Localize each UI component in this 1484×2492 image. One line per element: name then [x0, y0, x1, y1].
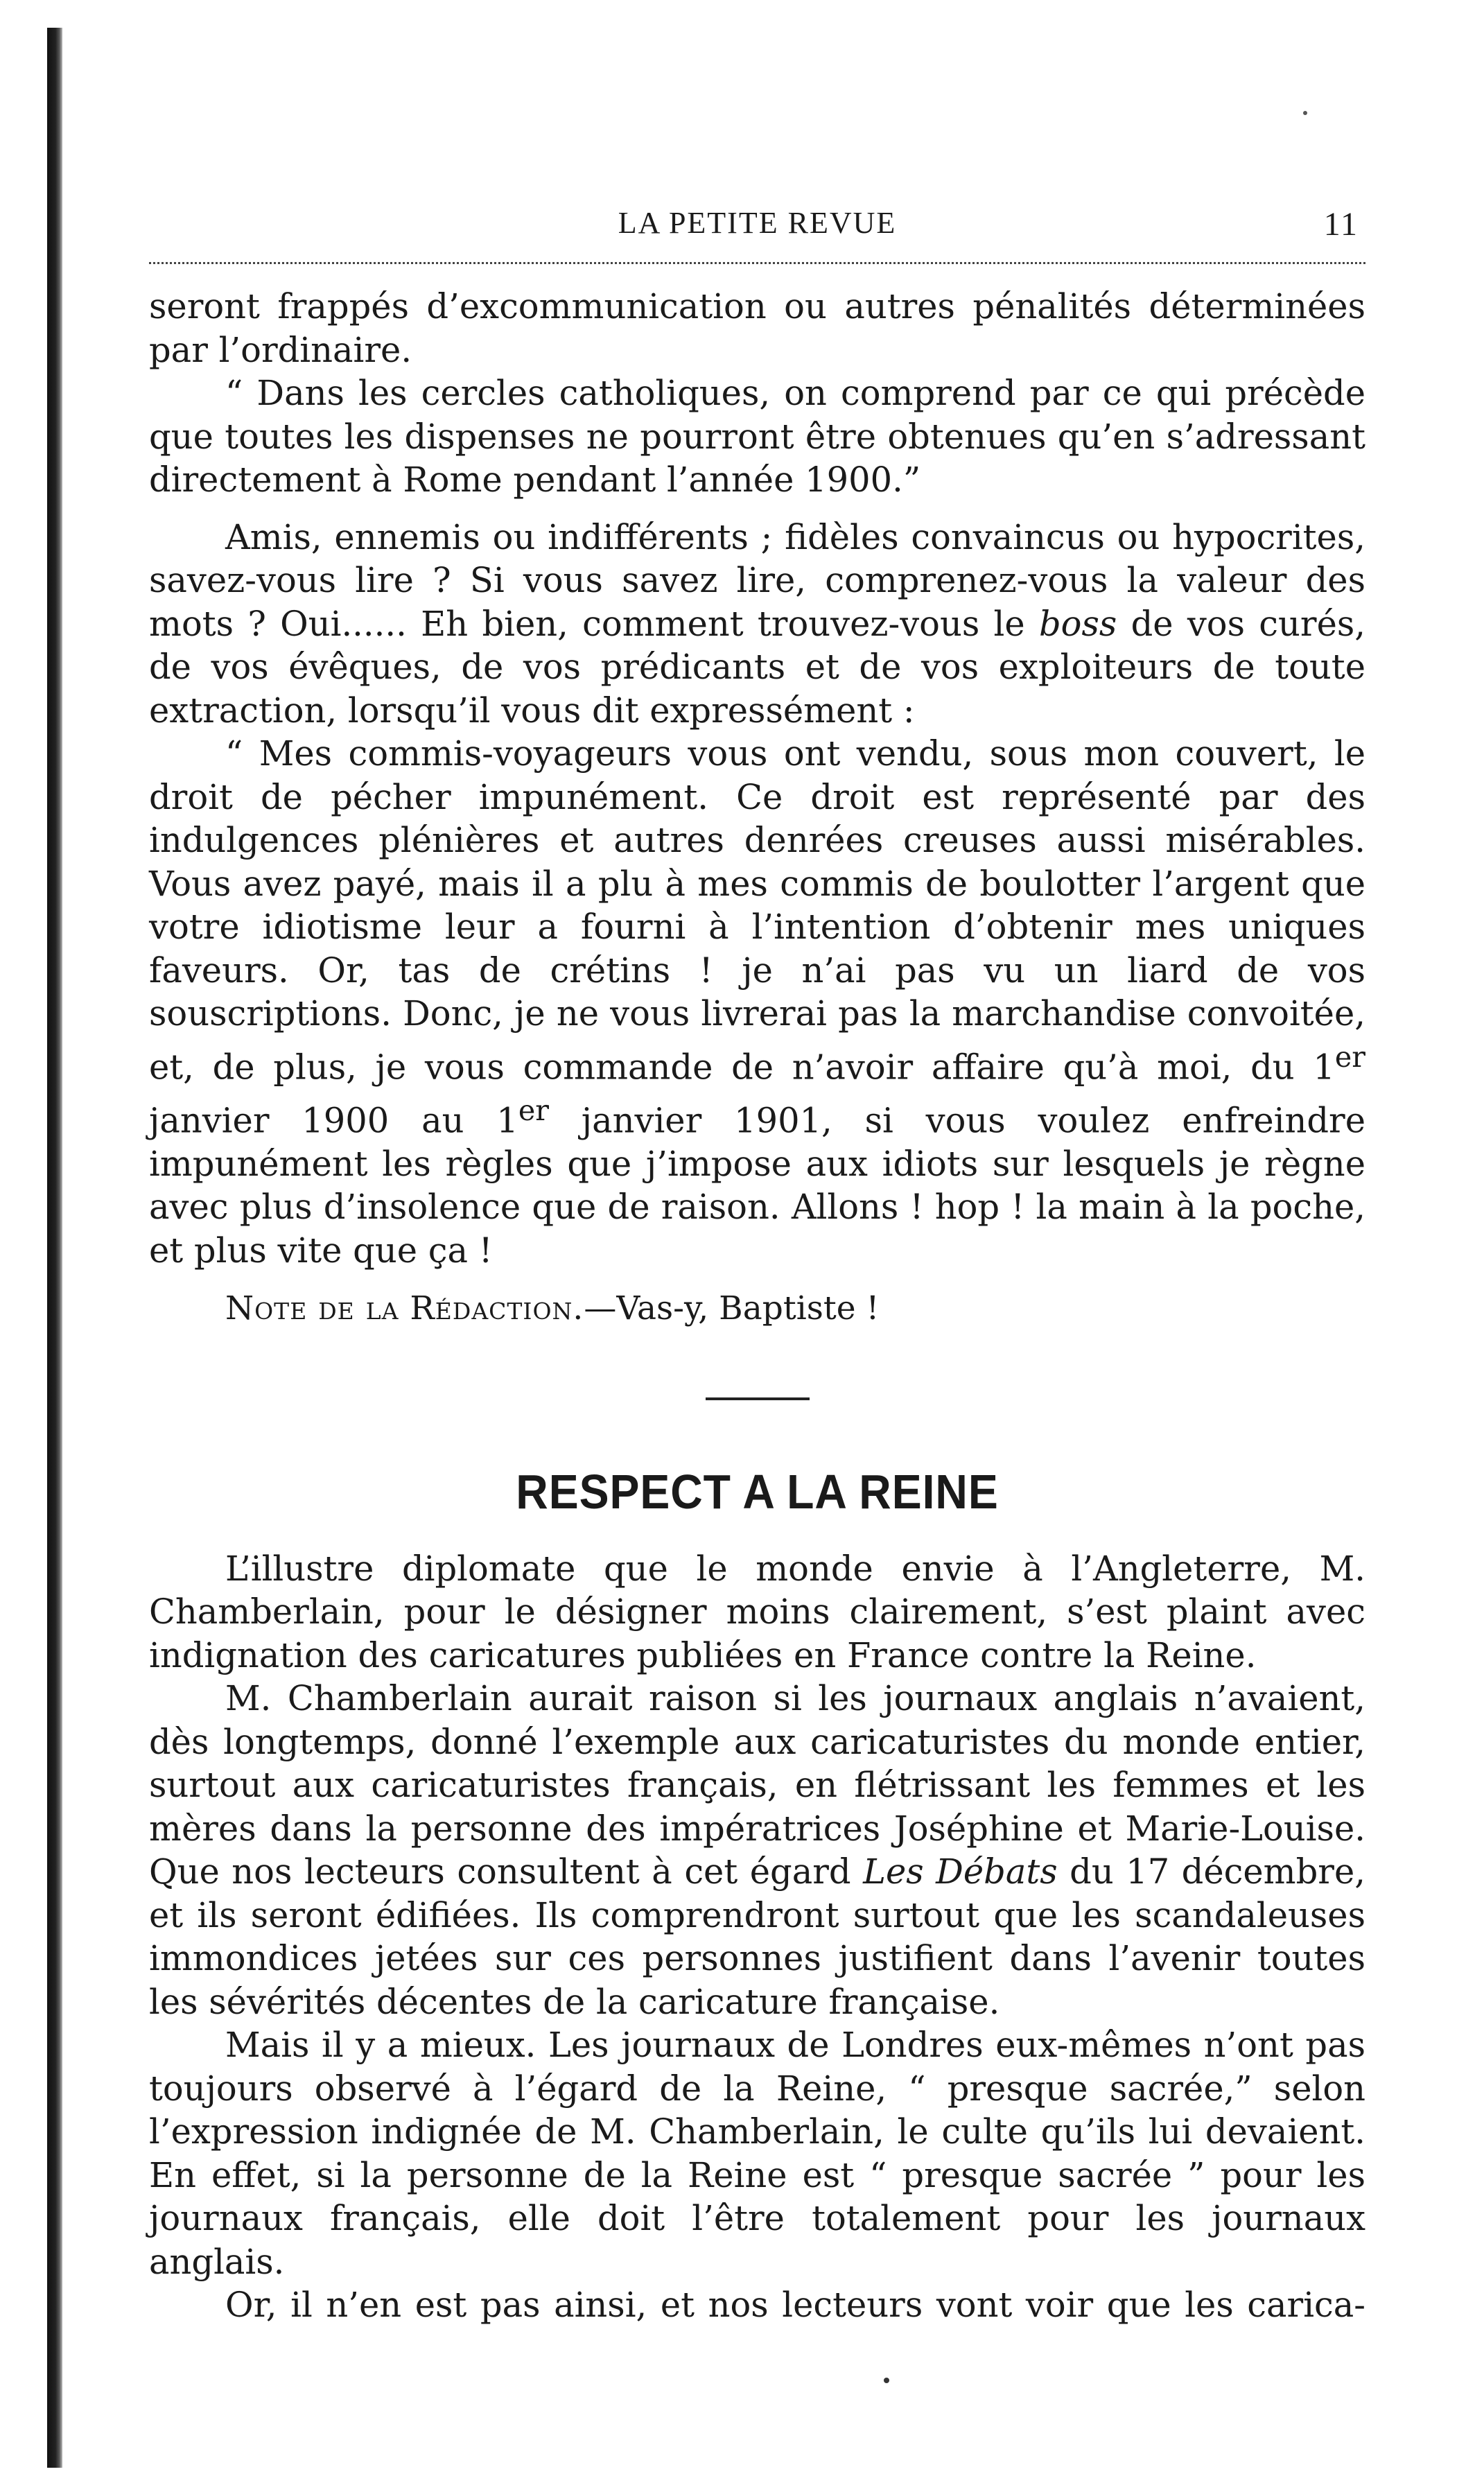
running-title: LA PETITE REVUE	[618, 206, 897, 240]
text-run: “ Mes commis-voyageurs vous ont vendu, sous mon couvert, le droit de pécher impunément. Ce droit est représenté par des indulgences plénières et autres denrées creuses aussi misérables. Vous avez payé, mais il a plu à mes commis de boulotter l’argent que votre idiotisme leur a fourni à l’intention d’obtenir mes uniques faveurs. Or, tas de crétins ! je n’ai pas vu un liard de vos souscriptions. Donc, je ne vous livrerai pas la marchandise convoitée, et, de plus, je vous commande de n’avoir affaire qu’à moi, du 1	[149, 733, 1365, 1087]
paragraph-amis	[149, 516, 1365, 733]
superscript: er	[518, 1093, 549, 1127]
italic-title: Les Débats	[863, 1851, 1058, 1892]
binding-edge	[47, 28, 62, 2468]
paragraph-quote-rome: “ Dans les cercles catholiques, on comprend par ce qui précède que toutes les dispenses ne pourront être obtenues qu’en s’adressant directement à Rome pendant l’année 1900.”	[149, 373, 1365, 500]
section-divider	[706, 1397, 810, 1400]
note-text: —Vas-y, Baptiste !	[584, 1289, 880, 1327]
italic-term: boss	[1038, 603, 1117, 644]
speck-mark	[1303, 111, 1307, 115]
note-label: Note de la Rédaction.	[225, 1289, 584, 1327]
article-title: RESPECT A LA REINE	[516, 1464, 999, 1519]
text-run: janvier 1900 au 1	[149, 1100, 518, 1140]
speck-mark	[884, 2378, 889, 2383]
text-run: janvier 1901, si vous voulez enfreindre impunément les règles que j’impose aux idiots sur lesquels je règne avec plus d’insolence que de raison. Allons ! hop ! la main à la poche, et plus vite que ça !	[149, 1100, 1365, 1271]
page-body	[149, 201, 1365, 2327]
article-paragraph-2	[149, 1677, 1365, 2023]
page-number: 11	[1323, 206, 1359, 243]
article-paragraph-3: Mais il y a mieux. Les journaux de Londres eux-mêmes n’ont pas toujours observé à l’égard de la Reine, “ presque sacrée,” selon l’expression indignée de M. Chamberlain, le culte qu’ils lui devaient. En effet, si la personne de la Reine est “ presque sacrée ” pour les journaux français, elle doit l’être totalement pour les journaux anglais.	[149, 2025, 1365, 2282]
text-run: Amis, ennemis ou indifférents ; fidèles convaincus ou hypocrites, savez-vous lire ? Si vous savez lire, comprenez-vous la valeur des mots ? Oui...... Eh bien, comment trouvez-vous le	[149, 516, 1365, 644]
article-paragraph-4: Or, il n’en est pas ainsi, et nos lecteurs vont voir que les carica-	[225, 2285, 1365, 2325]
text-run: M. Chamberlain aurait raison si les journaux anglais n’avaient, dès longtemps, donné l’exemple aux caricaturistes du monde entier, surtout aux caricaturistes français, en flétrissant les femmes et les mères dans la personne des impératrices Joséphine et Marie-Louise. Que nos lecteurs consultent à cet égard	[149, 1678, 1365, 1892]
superscript: er	[1334, 1040, 1365, 1074]
text-run: de vos curés, de vos évêques, de vos prédicants et de vos exploiteurs de toute extraction, lorsqu’il vous dit expressément :	[149, 603, 1365, 731]
previous-article-continuation	[149, 285, 1365, 1331]
article-paragraph-1: L’illustre diplomate que le monde envie à l’Angleterre, M. Chamberlain, pour le désigner moins clairement, s’est plaint avec indignation des caricatures publiées en France contre la Reine.	[149, 1548, 1365, 1675]
paragraph-commis	[149, 732, 1365, 1272]
editor-note	[149, 1287, 1365, 1331]
paragraph-continued: seront frappés d’excommunication ou autres pénalités déterminées par l’ordinaire.	[149, 286, 1365, 370]
text-run: du 17 décembre, et ils seront édifiées. Ils comprendront surtout que les scandaleuses immondices jetées sur ces personnes justifient dans l’avenir toutes les sévérités décentes de la caricature française.	[149, 1851, 1365, 2022]
article-respect-reine	[149, 1464, 1365, 2327]
running-header	[149, 201, 1365, 250]
header-rule	[149, 262, 1365, 264]
